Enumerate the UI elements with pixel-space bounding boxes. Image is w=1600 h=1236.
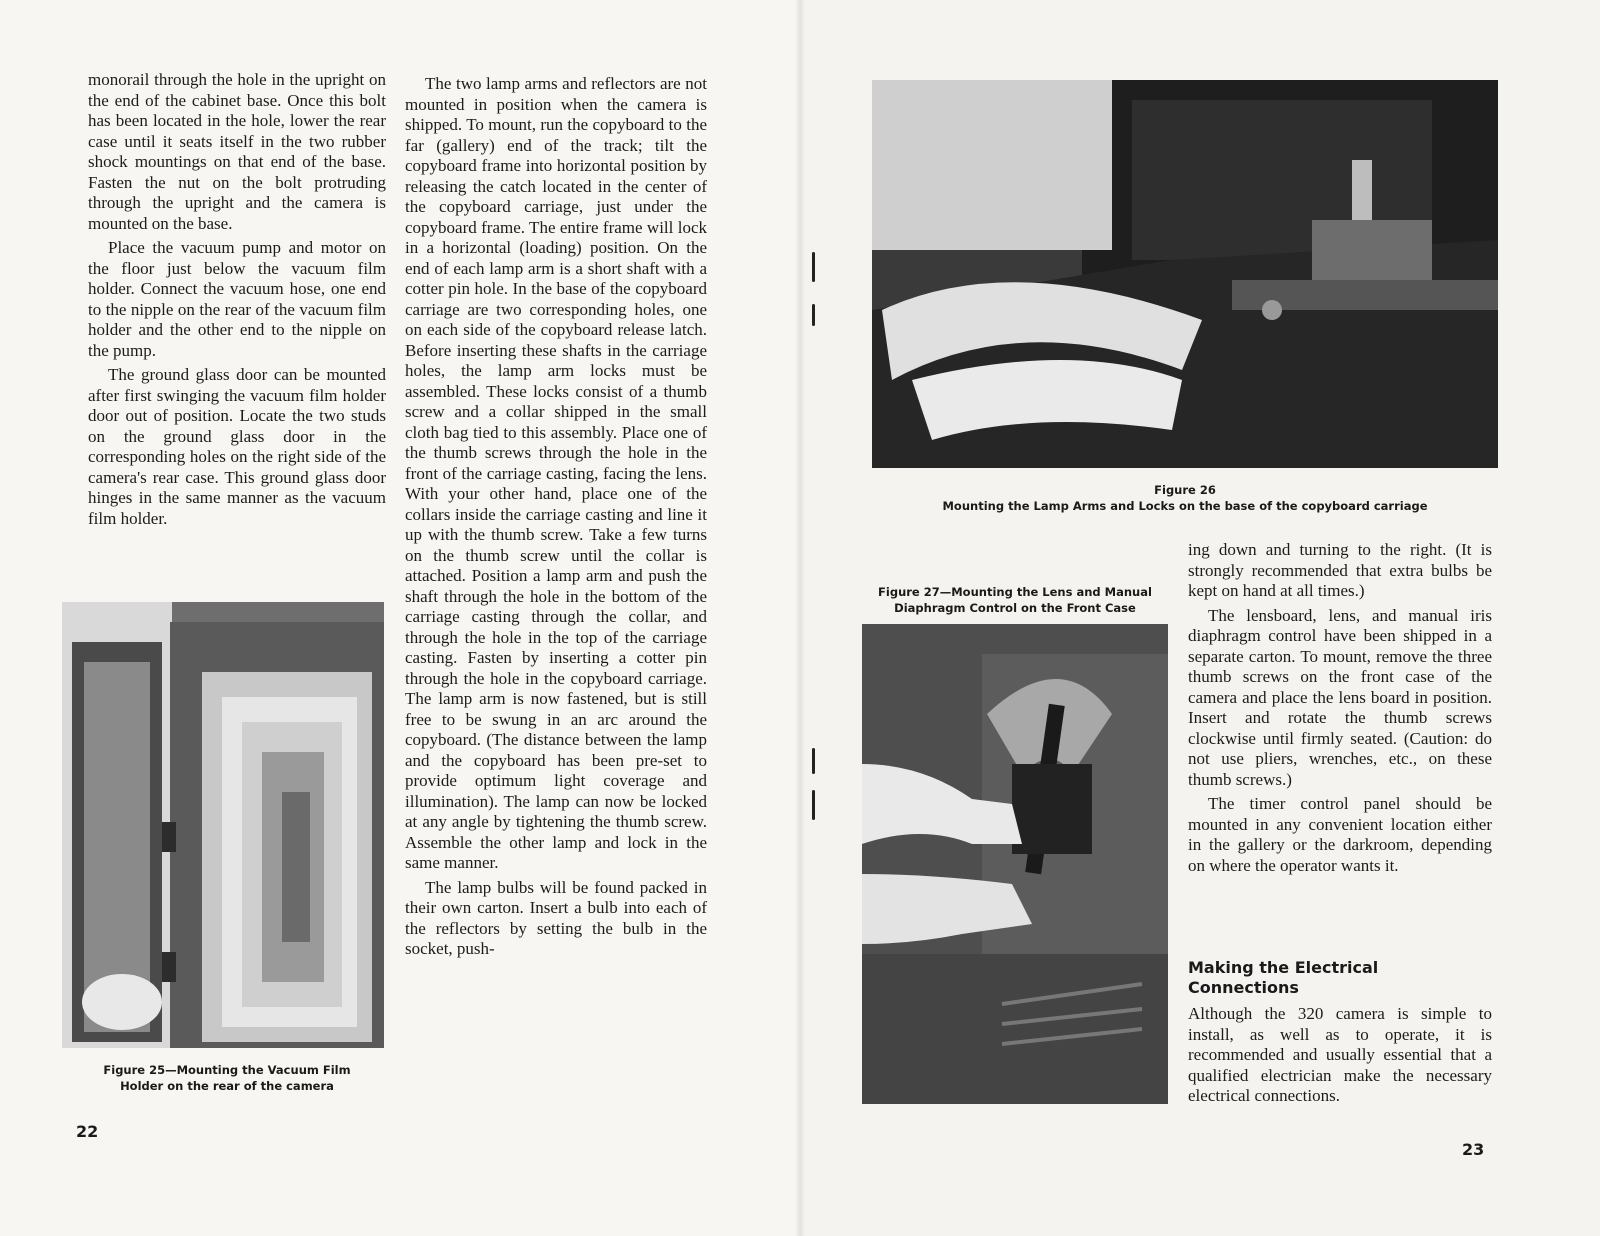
binding-mark: [812, 748, 815, 774]
figure-27-caption: Figure 27—Mounting the Lens and Manual Diaphragm Control on the Front Case: [878, 585, 1152, 615]
section-heading: Making the Electrical Connections: [1188, 958, 1379, 997]
binding-mark: [812, 304, 815, 326]
paragraph: ing down and turning to the right. (It is strongly recommended that extra bulbs be kept on hand at all times.): [1188, 540, 1492, 600]
left-column-1: [88, 70, 386, 529]
left-column-2: [405, 74, 707, 960]
paragraph: Place the vacuum pump and motor on the floor just below the vacuum film holder. Connect the vacuum hose, one end to the nipple on the rear of the vacuum film holder and the other end to the nipple on the pump.: [88, 238, 386, 360]
binding-mark: [812, 252, 815, 282]
figure-27-photo: [862, 624, 1168, 1104]
figure-25-caption: Figure 25—Mounting the Vacuum Film Holder on the rear of the camera: [103, 1063, 351, 1093]
paragraph: The lamp bulbs will be found packed in their own carton. Insert a bulb into each of the reflectors by setting the bulb in the socket, push-: [405, 877, 707, 958]
paragraph: The lensboard, lens, and manual iris diaphragm control have been shipped in a separate carton. To mount, remove the three thumb screws on the front case of the camera and place the lens board in position. Insert and rotate the thumb screws clockwise until firmly seated. (Caution: do not use pliers, wrenches, etc., on these thumb screws.): [1188, 605, 1492, 789]
page-number-right: 23: [1462, 1140, 1485, 1159]
paragraph: monorail through the hole in the upright on the end of the cabinet base. Once this bolt has been located in the hole, lower the rear case until it seats itself in the two rubber shock mountings on that end of the base. Fasten the nut on the bolt protruding through the upright and the camera is mounted on the base.: [88, 70, 386, 233]
paragraph: The ground glass door can be mounted after first swinging the vacuum film holder door out of position. Locate the two studs on the ground glass door in the corresponding holes on the right side of the camera's rear case. This ground glass door hinges in the same manner as the vacuum film holder.: [88, 365, 386, 528]
book-gutter: [795, 0, 805, 1236]
paragraph: The timer control panel should be mounted in any convenient location either in the gallery or the darkroom, depending on where the operator wants it.: [1188, 794, 1492, 875]
page-number-left: 22: [76, 1122, 99, 1141]
paragraph: Although the 320 camera is simple to install, as well as to operate, it is recommended and usually essential that a qualified electrician make the necessary electrical connections.: [1188, 1004, 1492, 1105]
figure-26-caption: [872, 482, 1498, 514]
figure-26-caption-text: Mounting the Lamp Arms and Locks on the base of the copyboard carriage: [942, 499, 1428, 513]
figure-26-caption-title: Figure 26: [1154, 483, 1216, 497]
electrical-paragraph: [1188, 1004, 1492, 1107]
figure-25-photo: [62, 602, 384, 1048]
paragraph: The two lamp arms and reflectors are not mounted in position when the camera is shipped. To mount, run the copyboard to the far (gallery) end of the track; tilt the copyboard frame into horizontal position by releasing the catch located in the center of the copyboard carriage, just under the copyboard frame. The entire frame will lock in a horizontal (loading) position. On the end of each lamp arm is a short shaft with a cotter pin hole. In the base of the copyboard carriage are two corresponding holes, one on each side of the copyboard release latch. Before inserting these shafts in the carriage holes, the lamp arm locks must be assembled. These locks consist of a thumb screw and a collar shipped in the small cloth bag tied to this assembly. Place one of the thumb screws through the hole in the front of the carriage casting, facing the lens. With your other hand, place one of the collars inside the carriage casting and line it up with the thumb screw. Take a few turns on the thumb screw until the collar is attached. Position a lamp arm and push the shaft through the hole in the bottom of the carriage casting through the collar, and through the hole in the top of the carriage casting. Fasten by inserting a cotter pin through the hole in the copyboard carriage. The lamp arm is now fastened, but is still free to be swung in an arc around the copyboard. (The distance between the lamp and the copyboard has been pre-set to provide optimum light coverage and illumination). The lamp can now be locked at any angle by tightening the thumb screw. Assemble the other lamp and lock in the same manner.: [405, 74, 707, 872]
figure-26-photo: [872, 80, 1498, 468]
binding-mark: [812, 790, 815, 820]
right-column: [1188, 540, 1492, 876]
